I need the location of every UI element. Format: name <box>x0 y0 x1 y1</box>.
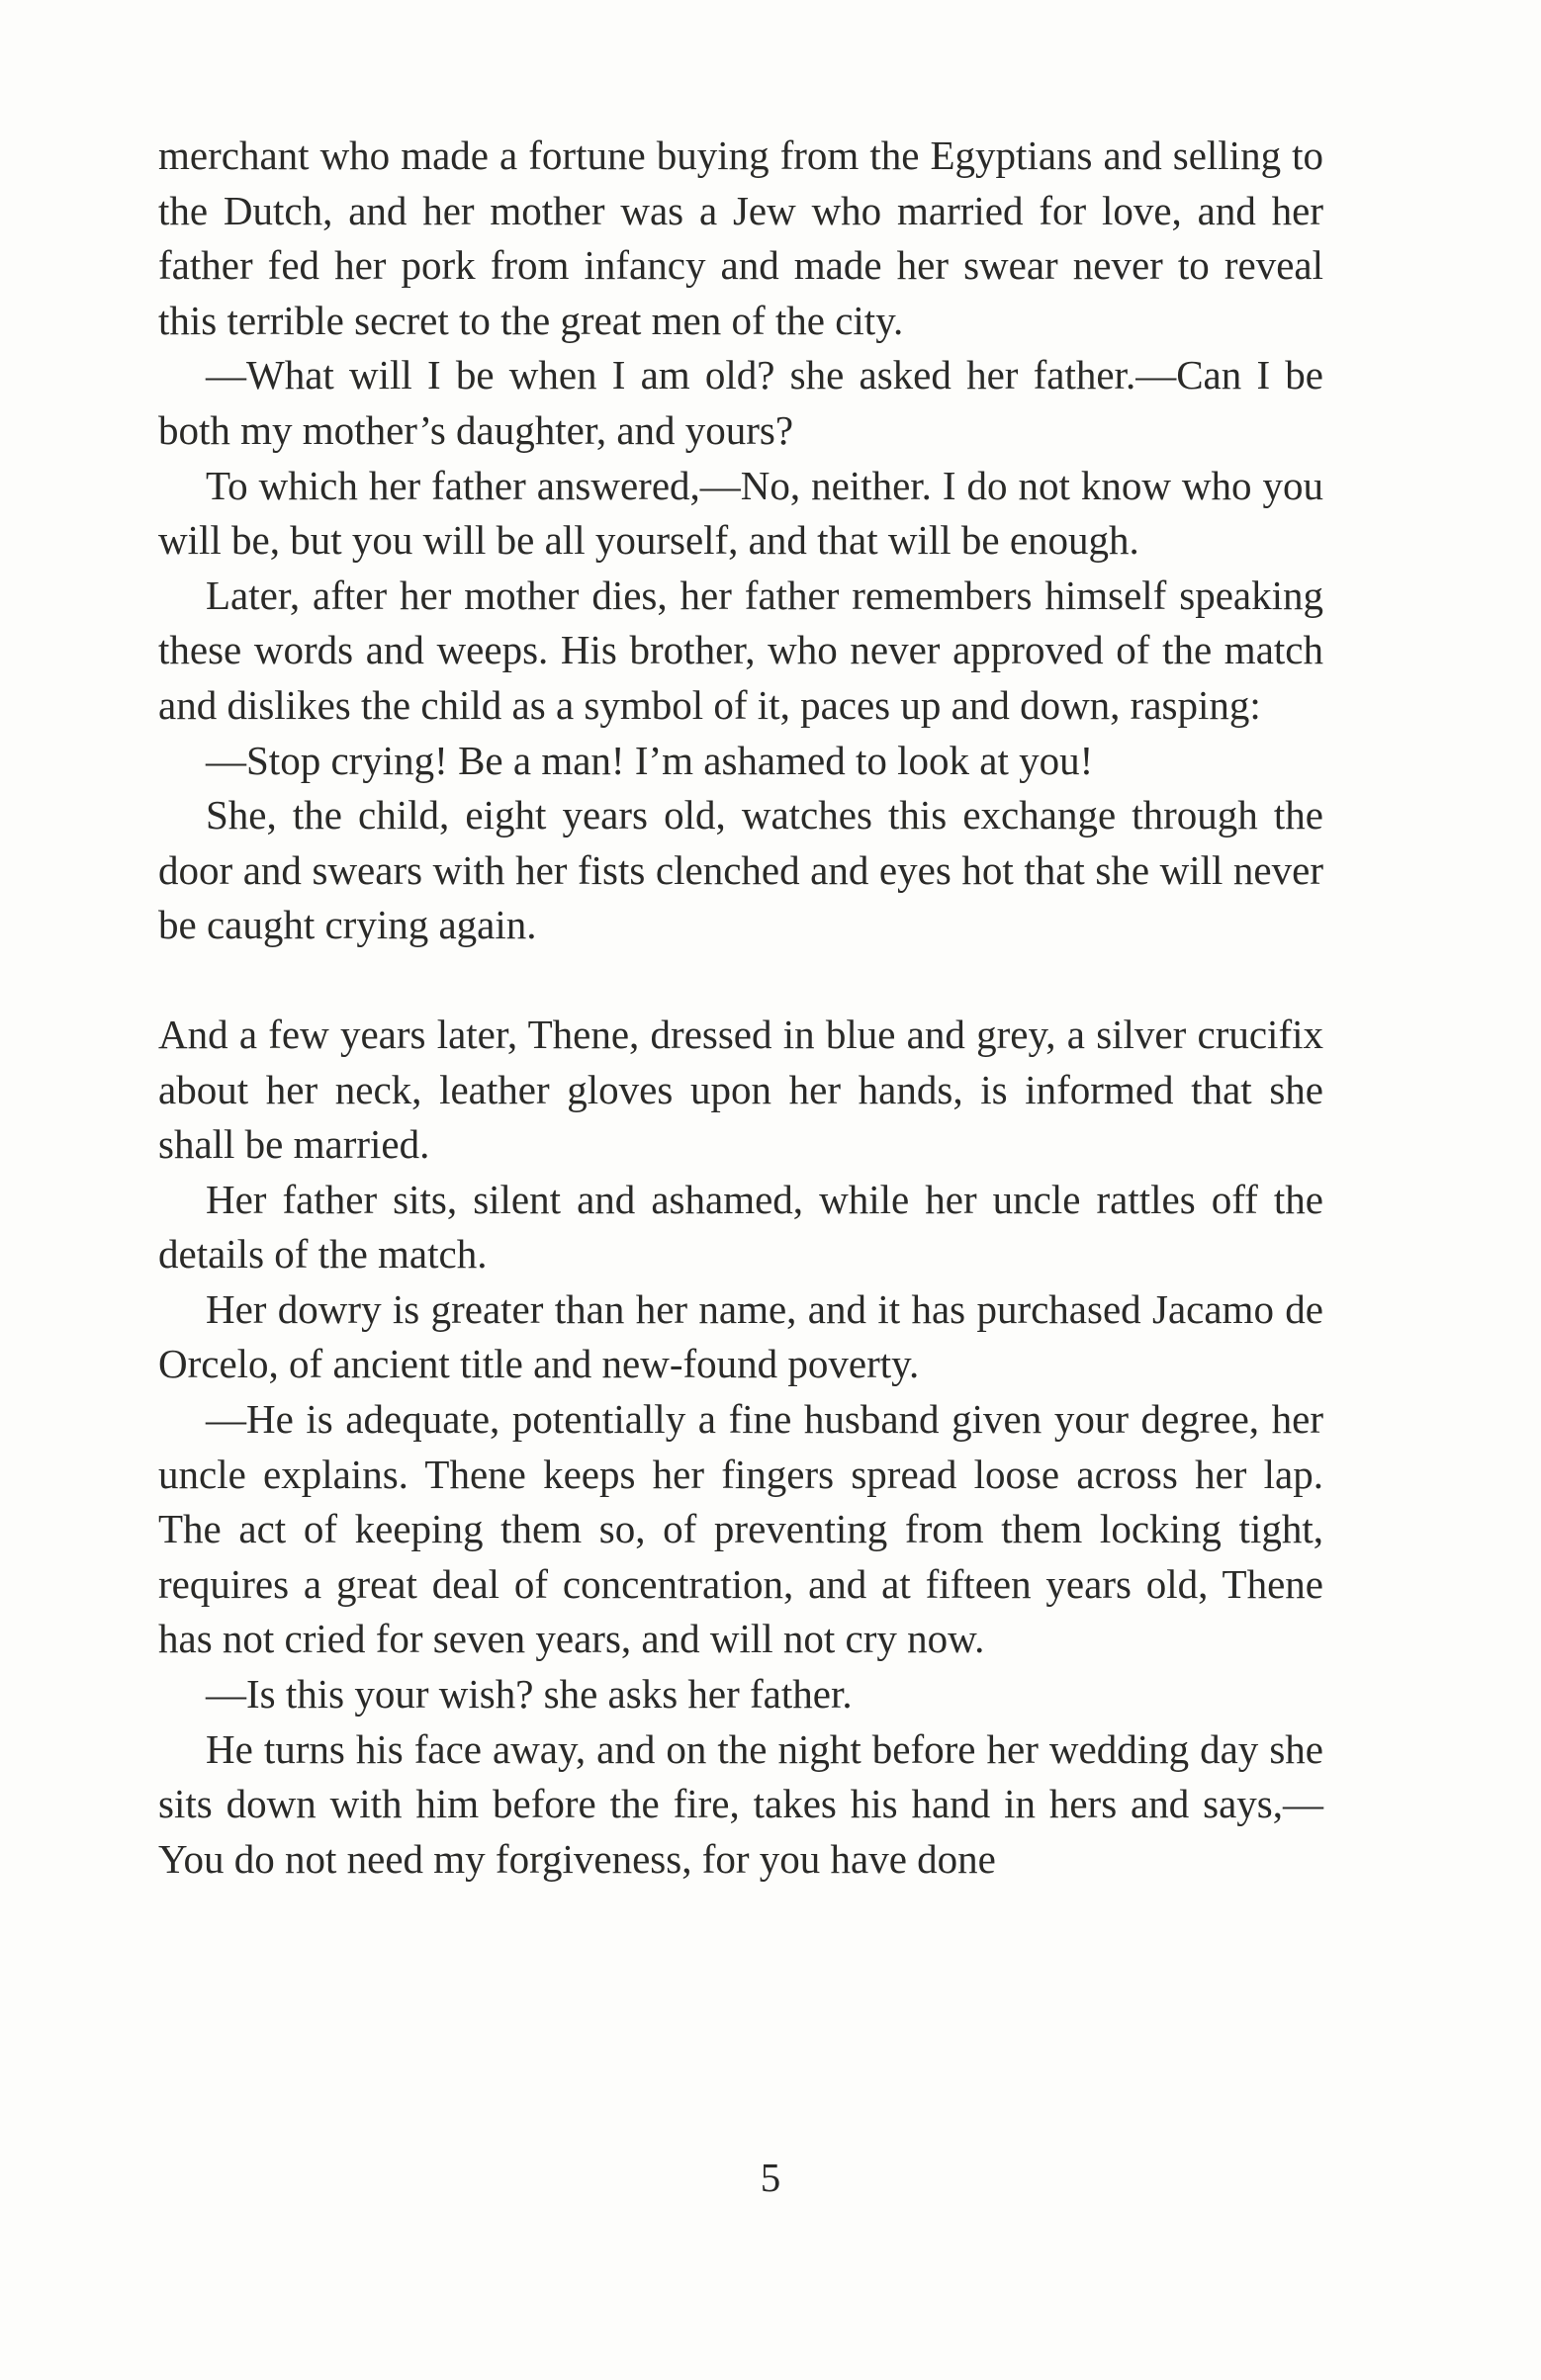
paragraph: Her dowry is greater than her name, and it has purchased Jacamo de Orcelo, of ancient title and new-found poverty. <box>158 1285 1323 1387</box>
paragraph: —Stop crying! Be a man! I’m ashamed to look at you! <box>206 737 1094 783</box>
paragraph: She, the child, eight years old, watches this exchange through the door and swears with her fists clenched and eyes hot that she will never be caught crying again. <box>158 792 1323 948</box>
paragraph: Her father sits, silent and ashamed, while her uncle rattles off the details of the match. <box>158 1176 1323 1278</box>
paragraph: —What will I be when I am old? she asked her father.—Can I be both my mother’s daughter, and yours? <box>158 352 1323 453</box>
paragraph: Later, after her mother dies, her father remembers himself speaking these words and weeps. His brother, who never approved of the match and dislikes the child as a symbol of it, paces up and down, rasping: <box>158 572 1323 728</box>
paragraph: And a few years later, Thene, dressed in blue and grey, a silver crucifix about her neck, leather gloves upon her hands, is informed that she shall be married. <box>158 1011 1323 1168</box>
paragraph: To which her father answered,—No, neither. I do not know who you will be, but you will be all yourself, and that will be enough. <box>158 462 1323 564</box>
paragraph: —Is this your wish? she asks her father. <box>206 1671 853 1718</box>
body-text <box>158 129 1323 1887</box>
paragraph: He turns his face away, and on the night before her wedding day she sits down with him before the fire, takes his hand in hers and says,—You do not need my forgiveness, for you have done <box>158 1725 1323 1882</box>
paragraph: —He is adequate, potentially a fine husband given your degree, her uncle explains. Thene keeps her fingers spread loose across her lap. The act of keeping them so, of preventing from them locking tight, requires a great deal of concentration, and at fifteen years old, Thene has not cried for seven years, and will not cry now. <box>158 1396 1323 1662</box>
section-break <box>158 953 1323 1008</box>
page-number: 5 <box>760 2155 781 2200</box>
paragraph: merchant who made a fortune buying from the Egyptians and selling to the Dutch, and her mother was a Jew who married for love, and her father fed her pork from infancy and made her swear never to reveal this terrible secret to the great men of the city. <box>158 132 1323 343</box>
